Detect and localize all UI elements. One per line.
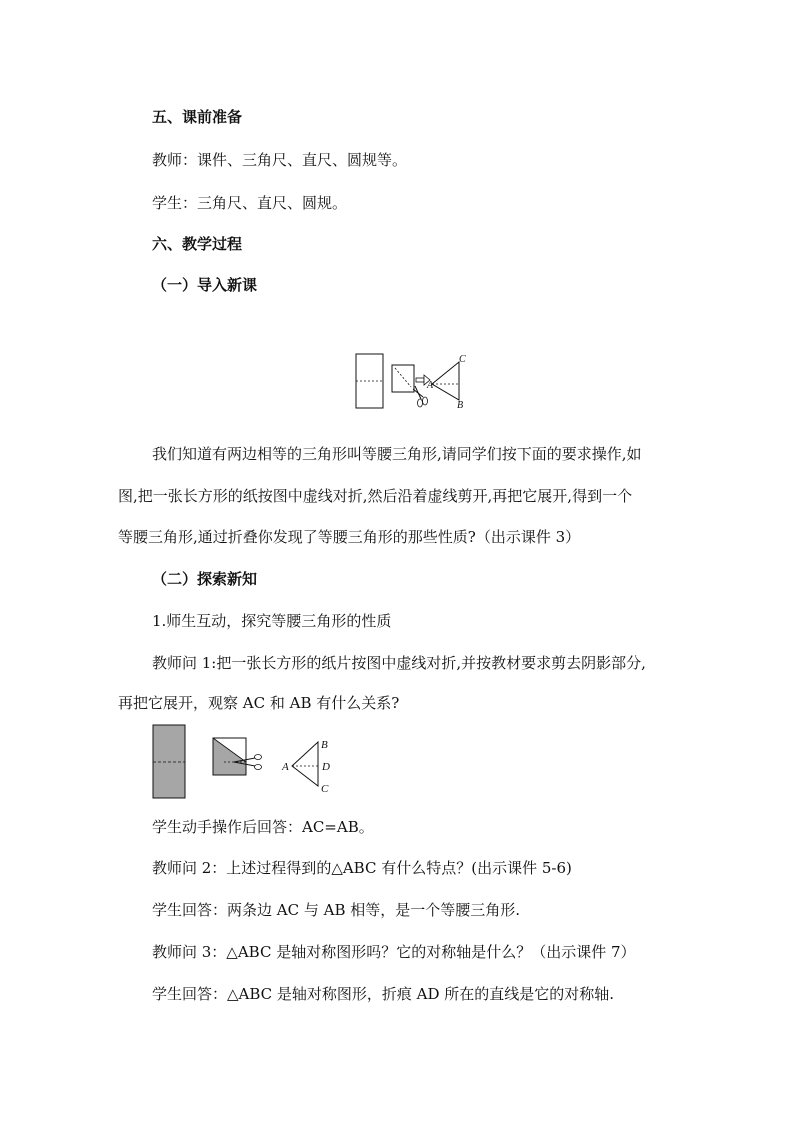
section-heading-teaching-process: 六、教学过程 [152,235,243,253]
student-answer-2: 学生回答：两条边 AC 与 AB 相等，是一个等腰三角形. [152,901,521,919]
subheading-introduction: （一）导入新课 [152,276,258,294]
teacher-materials: 教师：课件、三角尺、直尺、圆规等。 [152,151,408,169]
subheading-explore: （二）探索新知 [152,570,258,588]
label-vertex-b2: B [321,739,328,751]
label-vertex-a2: A [282,761,289,773]
teacher-question-3: 教师问 3：△ABC 是轴对称图形吗？它的对称轴是什么？（出示课件 7） [152,943,636,961]
teacher-question-1-line-1: 教师问 1:把一张长方形的纸片按图中虚线对折,并按教材要求剪去阴影部分, [152,654,646,672]
figure-fold-cut-2 [152,724,352,800]
intro-paragraph-line-3: 等腰三角形,通过折叠你发现了等腰三角形的那些性质?（出示课件 3） [118,528,581,546]
scissors-icon [413,386,428,407]
intro-paragraph-line-1: 我们知道有两边相等的三角形叫等腰三角形,请同学们按下面的要求操作,如 [152,445,642,463]
section-heading-preparation: 五、课前准备 [152,108,243,126]
student-answer-3: 学生回答：△ABC 是轴对称图形，折痕 AD 所在的直线是它的对称轴. [152,985,615,1003]
teacher-question-2: 教师问 2：上述过程得到的△ABC 有什么特点？(出示课件 5-6) [152,859,572,877]
label-vertex-b: B [457,400,464,411]
student-materials: 学生：三角尺、直尺、圆规。 [152,194,348,212]
figure-fold-cut-1 [355,353,485,413]
label-vertex-a: A [427,380,434,391]
item-1-title: 1.师生互动，探究等腰三角形的性质 [152,612,392,630]
label-vertex-c2: C [321,783,329,795]
student-answer-1: 学生动手操作后回答：AC=AB。 [152,818,374,836]
intro-paragraph-line-2: 图,把一张长方形的纸按图中虚线对折,然后沿着虚线剪开,再把它展开,得到一个 [118,487,633,505]
teacher-question-1-line-2: 再把它展开，观察 AC 和 AB 有什么关系? [118,694,400,712]
label-point-d: D [322,761,330,773]
label-vertex-c: C [459,354,466,365]
